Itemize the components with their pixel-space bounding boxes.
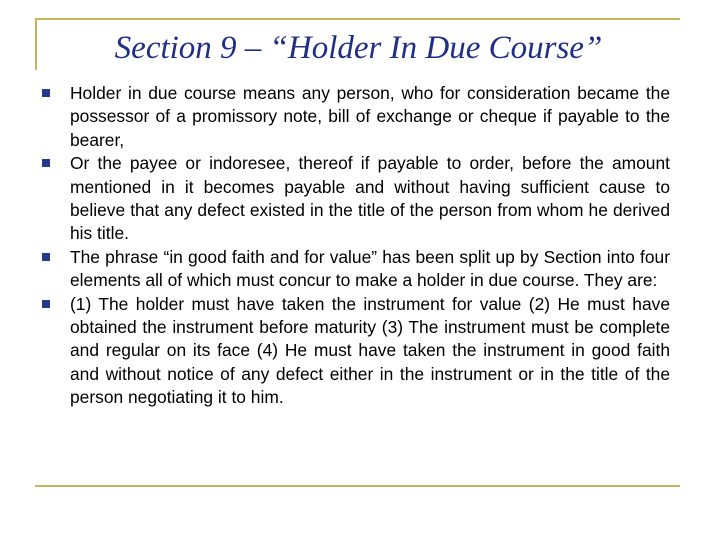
bullet-item-1 [42, 82, 670, 152]
slide-title: Section 9 – “Holder In Due Course” [114, 30, 603, 66]
bullet-item-3 [42, 246, 670, 293]
bullet-text: The phrase “in good faith and for value” has been split up by Section into four elements all of which must concur to make a holder in due course. They are: [70, 246, 670, 291]
square-bullet-icon [42, 89, 50, 97]
square-bullet-icon [42, 159, 50, 167]
bottom-rule [35, 485, 680, 487]
bullet-text: (1) The holder must have taken the instrument for value (2) He must have obtained the instrument before maturity (3) The instrument must be complete and regular on its face (4) He must have taken the instrument in good faith and without notice of any defect either in the instrument or in the title of the person negotiating it to him. [70, 293, 670, 408]
bullet-item-4 [42, 293, 670, 410]
bullet-text: Or the payee or indoresee, thereof if payable to order, before the amount mentioned in it becomes payable and without having sufficient cause to believe that any defect existed in the title of the person from whom he derived his title. [70, 153, 670, 244]
bullet-text: Holder in due course means any person, who for consideration became the possessor of a promissory note, bill of exchange or cheque if payable to the bearer, [70, 83, 670, 150]
bullet-list [42, 82, 670, 410]
top-rule [35, 18, 680, 20]
square-bullet-icon [42, 300, 50, 308]
square-bullet-icon [42, 253, 50, 261]
bullet-item-2 [42, 152, 670, 246]
